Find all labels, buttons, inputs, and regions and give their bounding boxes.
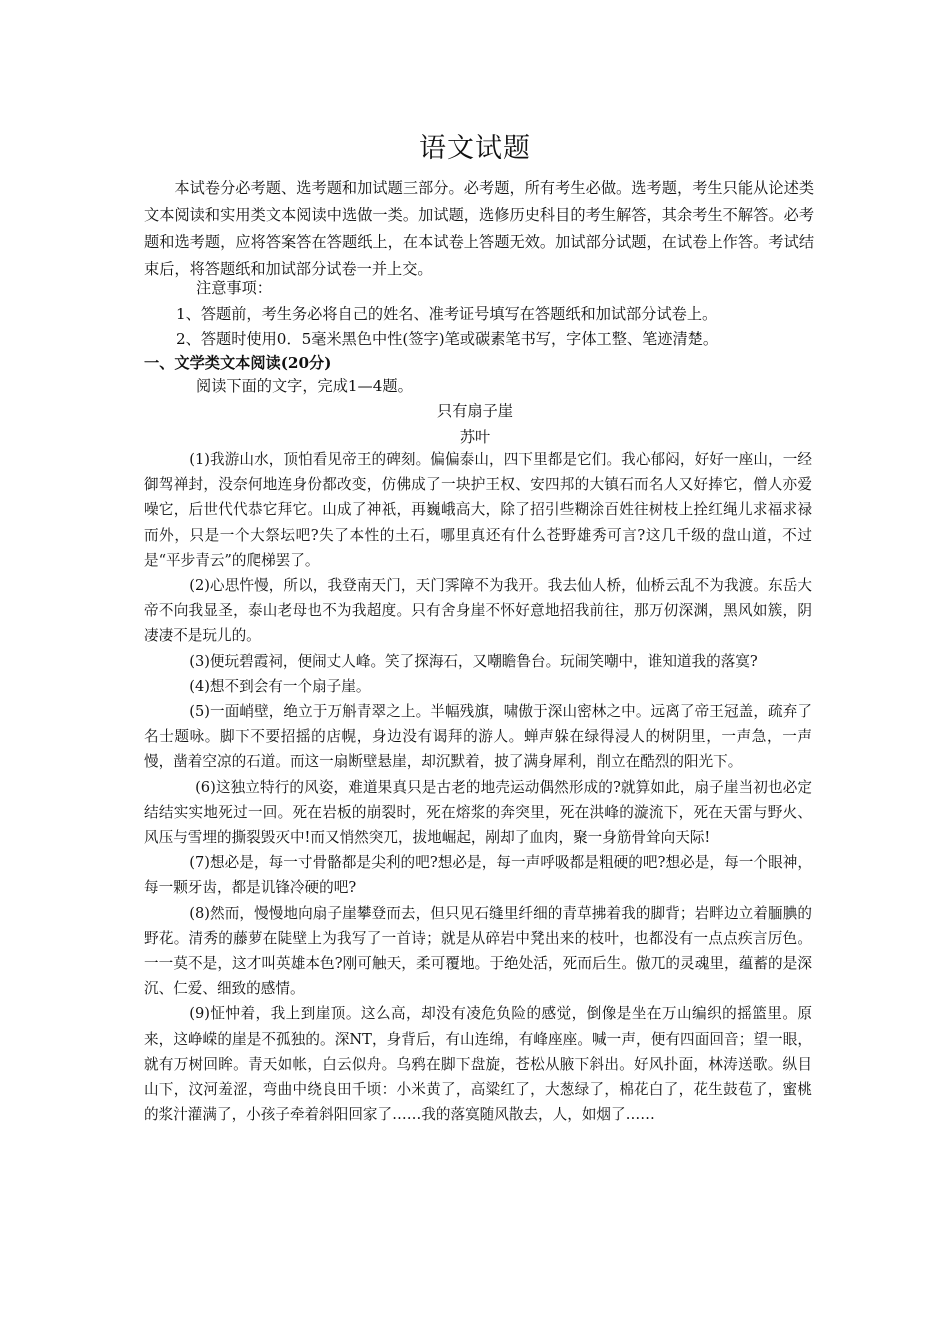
article-paragraph: (9)怔忡着，我上到崖顶。这么高，却没有凌危负险的感觉，倒像是坐在万山编织的摇篮里。原来，这峥嵘的崖是不孤独的。深NT，身背后，有山连绵，有峰座座。喊一声，便有四面回音；望一眼，就有万树回眸。青天如帐，白云似舟。乌鸦在脚下盘旋，苍松从腋下斜出。好风扑面，林涛送歌。纵目山下，汶河羞涩，弯曲中绕良田千顷：小米黄了，高粱红了，大葱绿了，棉花白了，花生鼓苞了，蜜桃的浆汁灌满了，小孩子牵着斜阳回家了……我的落寞随风散去，人，如烟了…… [144,1005,812,1124]
article-paragraph: (6)这独立特行的风姿，难道果真只是古老的地壳运动偶然形成的?就算如此，扇子崖当初也必定结结实实地死过一回。死在岩板的崩裂时，死在熔浆的奔突里，死在洪峰的漩流下，死在天雷与野火、风压与雪埋的撕裂毁灭中!而又悄然突兀，拔地崛起，剐却了血肉，聚一身筋骨耸向天际! [144,778,812,847]
page-title: 语文试题 [419,133,531,164]
note-item-1: 1、答题前，考生务必将自己的姓名、准考证号填写在答题纸和加试部分试卷上。 [176,305,718,323]
notes-heading: 注意事项： [196,279,272,297]
exam-instructions [144,175,814,283]
article-body [144,447,812,1127]
article-paragraph: (2)心思忤慢，所以，我登南天门，天门霁障不为我开。我去仙人桥，仙桥云乱不为我渡。东岳大帝不向我显圣，泰山老母也不为我超度。只有舍身崖不怀好意地招我前往，那万仞深渊，黑风如簇，阴凄凄不是玩儿的。 [144,577,812,645]
article-paragraph: (8)然而，慢慢地向扇子崖攀登而去，但只见石缝里纤细的青草拂着我的脚背；岩畔边立着腼腆的野花。清秀的藤萝在陡壁上为我写了一首诗；就是从碎岩中凳出来的枝叶，也都没有一点点疾言厉色。一一莫不是，这才叫英雄本色?刚可触天，柔可覆地。于绝处活，死而后生。傲兀的灵魂里，蕴蓄的是深沉、仁爱、细致的感情。 [144,904,812,998]
note-item-2: 2、答题时使用0．5毫米黑色中性(签字)笔或碳素笔书写，字体工整、笔迹清楚。 [176,330,719,348]
article-paragraph: (5)一面峭壁，绝立于万斛青翠之上。半幅残旗，啸傲于深山密林之中。远离了帝王冠盖，疏弃了名士题咏。脚下不要招摇的店幌，身边没有谒拜的游人。蝉声躲在绿得浸人的树阴里，一声急，一声慢，凿着空凉的石道。而这一扇断壁悬崖，却沉默着，披了满身犀利，削立在酷烈的阳光下。 [144,703,812,771]
intro-paragraph: 本试卷分必考题、选考题和加试题三部分。必考题，所有考生必做。选考题，考生只能从论述类文本阅读和实用类文本阅读中选做一类。加试题，选修历史科目的考生解答，其余考生不解答。必考题和选考题，应将答案答在答题纸上，在本试卷上答题无效。加试部分试题，在试卷上作答。考试结束后，将答题纸和加试部分试卷一并上交。 [144,179,814,278]
article-paragraph: (7)想必是，每一寸骨骼都是尖利的吧?想必是，每一声呼吸都是粗硬的吧?想必是，每一个眼神，每一颗牙齿，都是讥锋冷硬的吧? [144,854,812,897]
article-title: 只有扇子崖 [437,402,513,420]
reading-instruction: 阅读下面的文字，完成1—4题。 [196,377,413,395]
article-paragraph: (4)想不到会有一个扇子崖。 [189,677,371,695]
section-heading: 一、文学类文本阅读(20分) [144,354,332,372]
article-paragraph: (1)我游山水，顶怕看见帝王的碑刻。偏偏泰山，四下里都是它们。我心郁闷，好好一座山，一经御驾禅封，没奈何地连身份都改变，仿佛成了一块护王权、安四邦的大镇石而名人又好捧它，僧人亦爱噪它，后世代代恭它拜它。山成了神祇，再巍峨高大，除了招引些糊涂百姓往树枝上拴红绳儿求福求禄而外，只是一个大祭坛吧?失了本性的土石，哪里真还有什么苍野雄秀可言?这几千级的盘山道，不过是“平步青云”的爬梯罢了。 [144,451,812,569]
article-paragraph: (3)便玩碧霞祠，便闹丈人峰。笑了探海石，又嘲瞻鲁台。玩闹笑嘲中，谁知道我的落寞? [189,652,758,670]
article-author: 苏叶 [459,428,491,446]
